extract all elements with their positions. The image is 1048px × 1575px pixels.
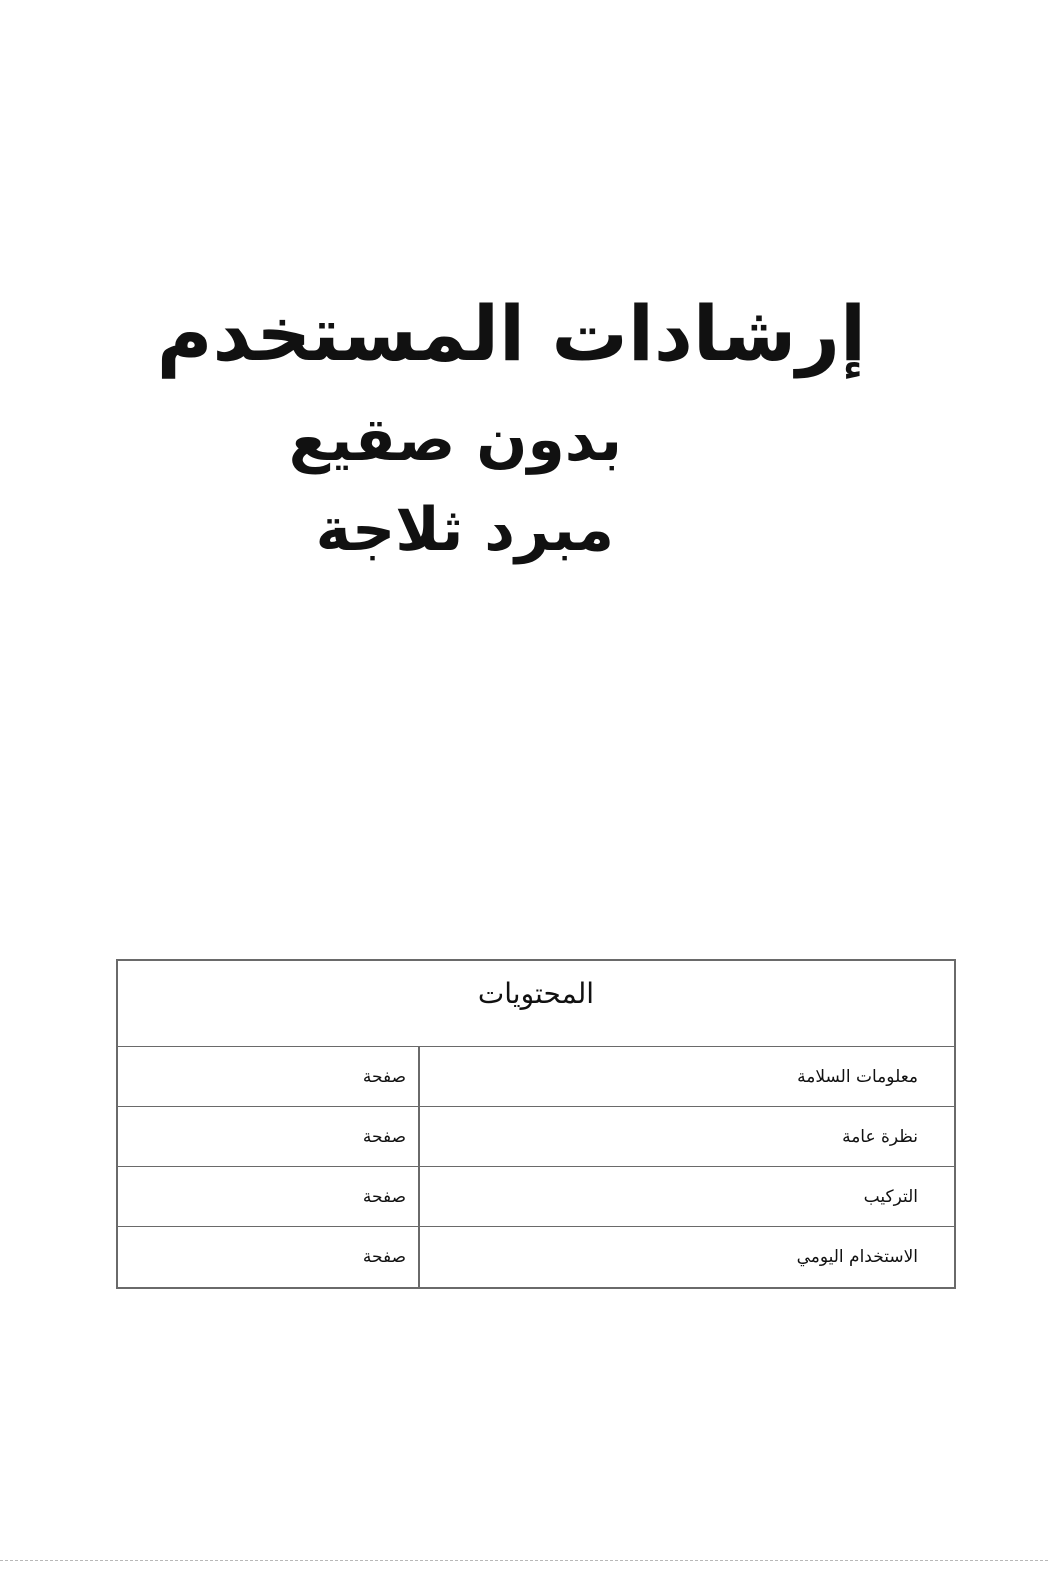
page-bottom-divider: [0, 1560, 1048, 1561]
cover-title: إرشادات المستخدم: [156, 289, 866, 378]
contents-row-installation: [118, 1167, 954, 1227]
contents-row-title: الاستخدام اليومي: [418, 1227, 954, 1287]
contents-row-daily-use: [118, 1227, 954, 1287]
contents-row-page: صفحة: [362, 1247, 406, 1267]
contents-row-safety: [118, 1047, 954, 1107]
contents-row-page: صفحة: [362, 1186, 406, 1207]
cover-subtitle-frost-free: بدون صقيع: [288, 405, 622, 475]
contents-row-title: نظرة عامة: [418, 1107, 954, 1166]
contents-heading: المحتويات: [118, 961, 954, 1047]
contents-row-overview: [118, 1107, 954, 1167]
contents-table: [116, 959, 956, 1289]
contents-row-title: معلومات السلامة: [418, 1047, 954, 1106]
cover-subtitle-refrigerator: مبرد ثلاجة: [315, 495, 614, 565]
contents-row-page: صفحة: [362, 1066, 406, 1087]
contents-row-page: صفحة: [362, 1126, 406, 1147]
contents-row-title: التركيب: [418, 1167, 954, 1226]
